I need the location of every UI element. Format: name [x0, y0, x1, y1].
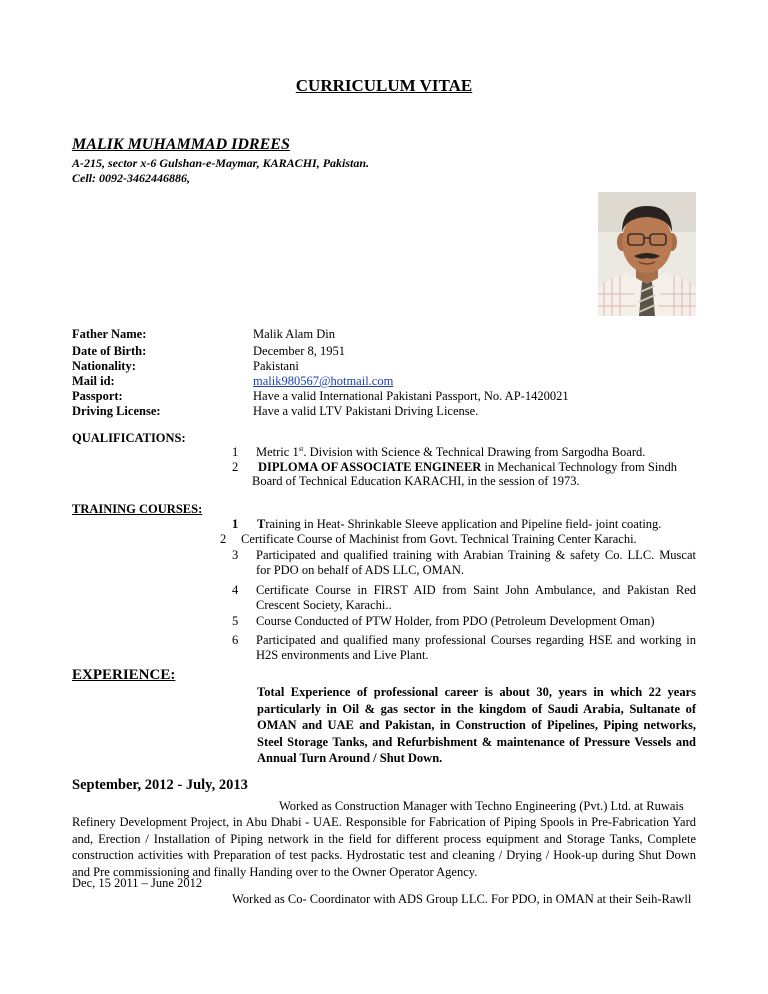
candidate-name: MALIK MUHAMMAD IDREES: [72, 136, 290, 153]
training-item-line2: for PDO on behalf of ADS LLC, OMAN.: [256, 563, 464, 577]
qualification-number: 1: [232, 445, 239, 459]
qualification-text: . Division with Science & Technical Drawing from Sargodha Board.: [303, 445, 646, 460]
page-title: CURRICULUM VITAE: [295, 76, 473, 95]
detail-value-mail: [253, 374, 393, 389]
qualification-item: [258, 460, 677, 475]
training-number: 6: [232, 633, 239, 647]
detail-label-father-name: Father Name:: [72, 327, 147, 341]
qualification-superscript: st: [298, 445, 304, 453]
email-link[interactable]: malik980567@hotmail.com: [253, 374, 394, 388]
training-text: raining in Heat- Shrinkable Sleeve application and Pipeline field- joint coating.: [265, 517, 662, 531]
detail-label-passport: Passport:: [72, 389, 123, 403]
candidate-address: A-215, sector x-6 Gulshan-e-Maymar, KARACHI, Pakistan.: [72, 156, 370, 170]
training-initial: T: [257, 517, 266, 531]
job-period: Dec, 15 2011 – June 2012: [72, 876, 203, 890]
training-item: [257, 517, 661, 532]
detail-value-driving: Have a valid LTV Pakistani Driving License.: [253, 404, 479, 418]
qualifications-heading: QUALIFICATIONS:: [72, 431, 186, 445]
detail-value-dob: December 8, 1951: [253, 344, 345, 358]
profile-photo-image: [598, 192, 696, 316]
job-lead: Worked as Co- Coordinator with ADS Group LLC. For PDO, in OMAN at their Seih-Rawll: [232, 892, 692, 906]
qualification-item: [256, 445, 645, 460]
training-number: 5: [232, 614, 239, 628]
training-item-line2: Crescent Society, Karachi..: [256, 598, 392, 612]
training-item: Participated and qualified many professional Courses regarding HSE and working in: [256, 633, 696, 647]
qualification-text: in Mechanical Technology from Sindh: [481, 460, 678, 474]
training-item: Certificate Course of Machinist from Govt. Technical Training Center Karachi.: [241, 532, 637, 546]
detail-label-nationality: Nationality:: [72, 359, 136, 373]
detail-value-passport: Have a valid International Pakistani Passport, No. AP-1420021: [253, 389, 569, 403]
detail-value-father-name: Malik Alam Din: [253, 327, 335, 341]
qualification-number: 2: [232, 460, 239, 474]
candidate-cell: Cell: 0092-3462446886,: [72, 171, 190, 185]
job-description: Refinery Development Project, in Abu Dhabi - UAE. Responsible for Fabrication of Piping Spools in Pre-Fabrication Yard and, Erection / Installation of Piping network in the field for different process equipment and Storage Tanks, Complete construction activities with Preparation of test packs. Hydrostatic test and cleaning / Drying / Hook-up during Shut Down and Pre commissioning and finally Handing over to the Owner Operator Agency.: [72, 815, 696, 879]
detail-label-dob: Date of Birth:: [72, 344, 147, 358]
detail-label-mail: Mail id:: [72, 374, 115, 388]
detail-label-driving: Driving License:: [72, 404, 161, 418]
qualification-text: Metric 1: [256, 445, 299, 460]
training-number: 4: [232, 583, 239, 597]
training-item: Participated and qualified training with Arabian Training & safety Co. LLC. Muscat: [256, 548, 696, 562]
experience-summary: Total Experience of professional career is about 30, years in which 22 years particularly in Oil & gas sector in the kingdom of Saudi Arabia, Sultanate of OMAN and UAE and Pakistan, in Construction of Pipelines, Piping networks, Steel Storage Tanks, and Refurbishment & maintenance of Pressure Vessels and Annual Turn Around / Shut Down.: [257, 685, 696, 765]
experience-heading: EXPERIENCE:: [72, 667, 176, 683]
training-item-line2: H2S environments and Live Plant.: [256, 648, 429, 662]
job-period: September, 2012 - July, 2013: [72, 777, 248, 793]
training-item: Course Conducted of PTW Holder, from PDO (Petroleum Development Oman): [256, 614, 655, 628]
training-item: Certificate Course in FIRST AID from Saint John Ambulance, and Pakistan Red: [256, 583, 696, 597]
detail-value-nationality: Pakistani: [253, 359, 299, 373]
training-number: 3: [232, 548, 239, 562]
training-number: 1: [232, 517, 239, 531]
training-number: 2: [220, 532, 227, 546]
profile-photo: [598, 192, 696, 316]
qualification-bold-text: DIPLOMA OF ASSOCIATE ENGINEER: [258, 460, 482, 474]
qualification-text-line2: Board of Technical Education KARACHI, in the session of 1973.: [252, 474, 580, 488]
training-heading: TRAINING COURSES:: [72, 502, 203, 516]
job-lead: Worked as Construction Manager with Techno Engineering (Pvt.) Ltd. at Ruwais: [279, 799, 684, 813]
